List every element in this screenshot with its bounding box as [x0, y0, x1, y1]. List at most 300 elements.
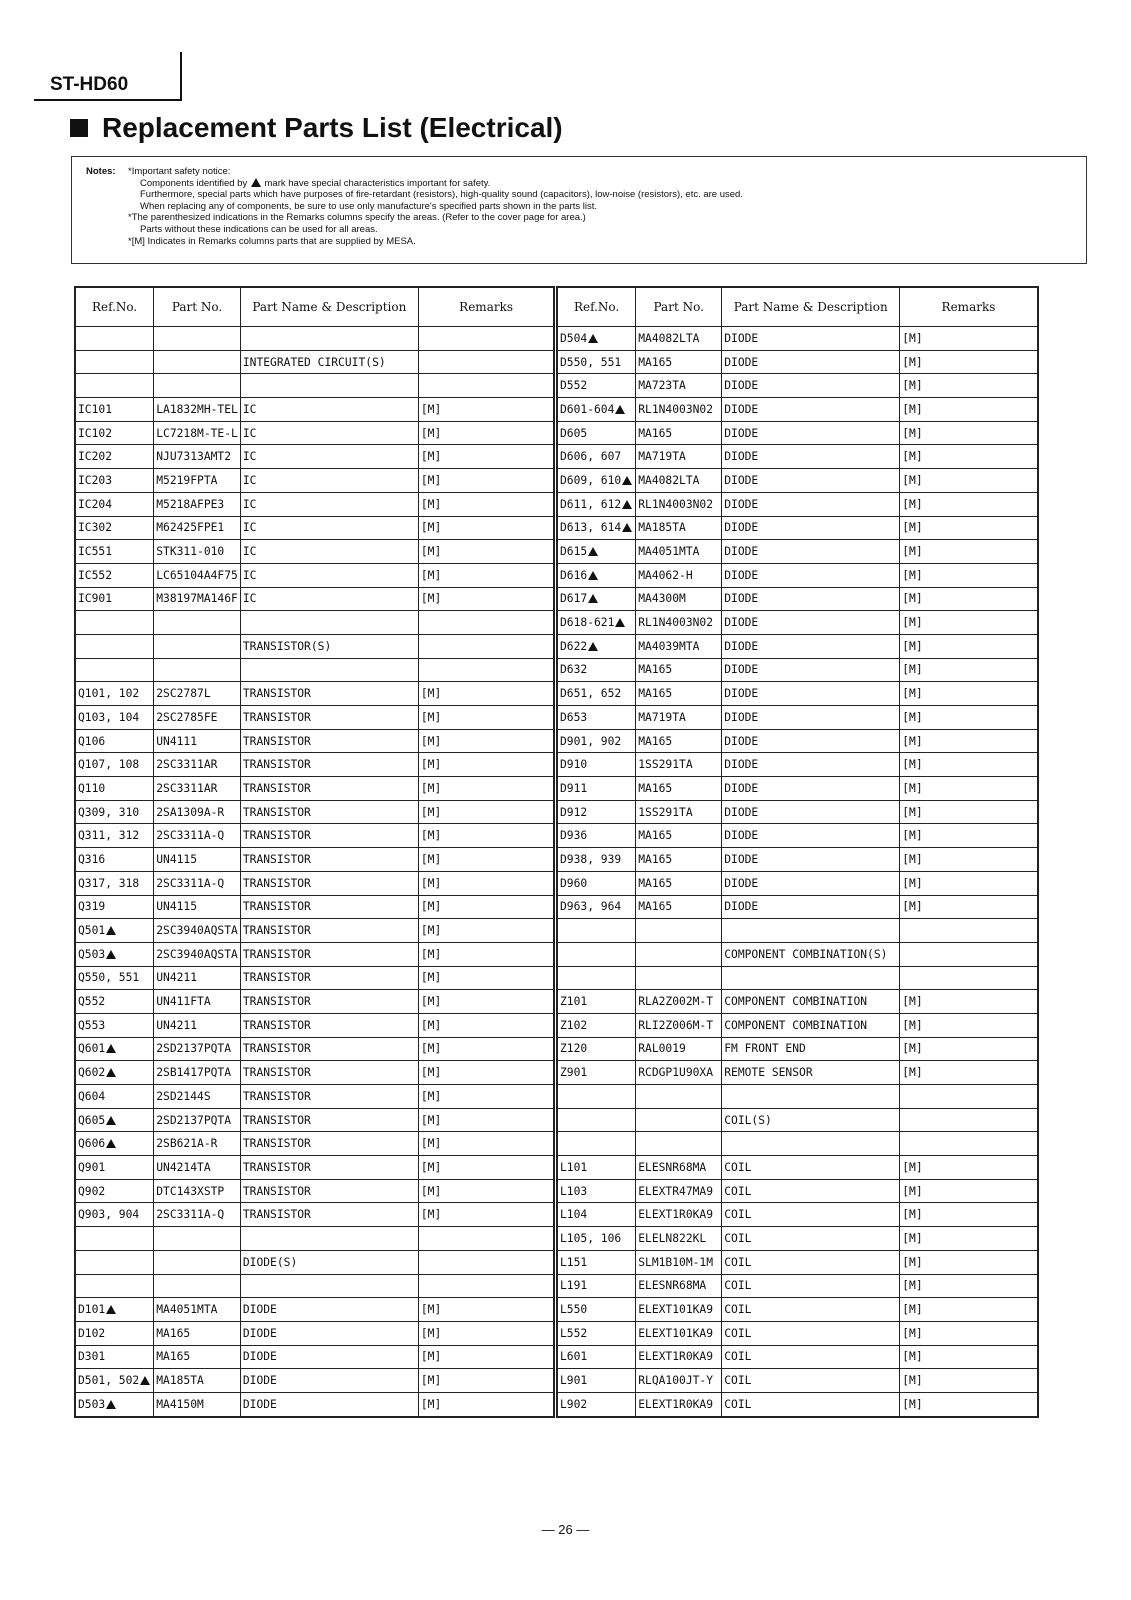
cell-ref-text: L105, 106 [560, 1231, 622, 1245]
cell-desc [722, 966, 900, 990]
cell-part-text: ELEXT1R0KA9 [638, 1350, 714, 1364]
cell-remarks [900, 871, 1038, 895]
cell-part [154, 1179, 241, 1203]
table-row [557, 895, 1038, 919]
cell-desc-text: COIL(S) [724, 1113, 772, 1127]
cell-part [636, 398, 722, 422]
cell-part-text: 2SD2137PQTA [156, 1042, 232, 1056]
cell-ref-text: Q107, 108 [78, 758, 140, 772]
cell-part-text: MA165 [638, 687, 673, 701]
cell-remarks [900, 1108, 1038, 1132]
cell-part-text: MA4082LTA [638, 331, 700, 345]
cell-remarks [900, 966, 1038, 990]
table-row [557, 753, 1038, 777]
cell-desc-text: DIODE [724, 900, 759, 914]
cell-ref-text: Q101, 102 [78, 687, 140, 701]
cell-ref-text: Q902 [78, 1184, 106, 1198]
cell-remarks-text: [M] [902, 1350, 923, 1364]
cell-part [636, 587, 722, 611]
cell-ref [75, 1274, 154, 1298]
cell-part-text: DTC143XSTP [156, 1184, 225, 1198]
cell-ref [557, 516, 636, 540]
cell-part [154, 563, 241, 587]
cell-part-text: 2SC3311AR [156, 781, 218, 795]
cell-desc [240, 587, 418, 611]
cell-ref [75, 1108, 154, 1132]
model-rule-horizontal [34, 99, 181, 101]
cell-part-text: 2SC3311A-Q [156, 829, 225, 843]
cell-part [154, 587, 241, 611]
cell-part-text: MA719TA [638, 710, 686, 724]
cell-desc-text: COIL [724, 1326, 752, 1340]
table-row [75, 611, 554, 635]
cell-desc [722, 587, 900, 611]
cell-desc [722, 1179, 900, 1203]
cell-desc [240, 516, 418, 540]
cell-desc [240, 1369, 418, 1393]
cell-desc-text: DIODE [242, 1326, 277, 1340]
table-row [557, 1392, 1038, 1416]
cell-part [154, 1108, 241, 1132]
cell-remarks [900, 706, 1038, 730]
cell-part-text: MA165 [638, 734, 673, 748]
cell-desc-text: DIODE [724, 710, 759, 724]
cell-ref [75, 469, 154, 493]
cell-ref-text: IC901 [78, 592, 113, 606]
safety-warning-icon [106, 1116, 116, 1125]
table-row [75, 1085, 554, 1109]
cell-desc-text: COMPONENT COMBINATION [724, 995, 868, 1009]
table-row [75, 398, 554, 422]
cell-remarks-text: [M] [902, 663, 923, 677]
cell-remarks [418, 1321, 554, 1345]
table-row [557, 1085, 1038, 1109]
cell-ref [75, 777, 154, 801]
cell-desc-text: TRANSISTOR [242, 971, 311, 985]
safety-warning-icon [588, 594, 598, 603]
cell-desc-text: COMPONENT COMBINATION [724, 1018, 868, 1032]
cell-part [636, 848, 722, 872]
cell-part [154, 682, 241, 706]
table-row [75, 1369, 554, 1393]
table-row [75, 848, 554, 872]
cell-remarks-text: [M] [420, 592, 442, 606]
cell-remarks-text: [M] [420, 568, 442, 582]
cell-desc [240, 658, 418, 682]
cell-remarks-text: [M] [420, 758, 442, 772]
cell-desc-text: COIL [724, 1397, 752, 1411]
cell-desc [240, 1203, 418, 1227]
cell-part [636, 1227, 722, 1251]
cell-desc [240, 611, 418, 635]
cell-part [636, 1274, 722, 1298]
cell-part [154, 990, 241, 1014]
table-row [557, 1013, 1038, 1037]
cell-ref-text: Q106 [78, 734, 106, 748]
cell-remarks-text: [M] [420, 1018, 442, 1032]
cell-part [154, 1132, 241, 1156]
cell-desc-text: DIODE [724, 355, 759, 369]
cell-remarks [900, 1369, 1038, 1393]
cell-desc-text: DIODE [724, 497, 759, 511]
cell-remarks-text: [M] [902, 402, 923, 416]
table-row [75, 753, 554, 777]
cell-desc-text: IC [242, 450, 257, 464]
safety-warning-icon [615, 618, 625, 627]
cell-desc-text: COIL [724, 1279, 752, 1293]
cell-ref-text: Q316 [78, 852, 106, 866]
cell-desc [240, 1321, 418, 1345]
table-row [557, 634, 1038, 658]
table-row [557, 824, 1038, 848]
notes-line: Parts without these indications can be used for all areas. [140, 223, 378, 235]
cell-part-text: RCDGP1U90XA [638, 1066, 714, 1080]
cell-ref-text: L104 [560, 1208, 588, 1222]
cell-remarks-text: [M] [420, 876, 442, 890]
cell-remarks-text: [M] [902, 1279, 923, 1293]
cell-ref [557, 1037, 636, 1061]
cell-desc-text: IC [242, 568, 257, 582]
cell-ref-text: L191 [560, 1279, 588, 1293]
cell-remarks-text: [M] [420, 1137, 442, 1151]
table-row [75, 634, 554, 658]
table-row [557, 990, 1038, 1014]
cell-desc-text: DIODE [724, 402, 759, 416]
cell-desc [722, 469, 900, 493]
table-row [75, 1061, 554, 1085]
cell-part-text: MA4051MTA [156, 1303, 218, 1317]
cell-desc-text: DIODE [724, 781, 759, 795]
table-row [75, 1298, 554, 1322]
cell-ref [75, 492, 154, 516]
cell-remarks [900, 800, 1038, 824]
cell-remarks [418, 611, 554, 635]
cell-remarks-text: [M] [420, 545, 442, 559]
cell-part-text: 2SC3940AQSTA [156, 947, 238, 961]
cell-part [154, 919, 241, 943]
cell-desc-text: DIODE [724, 473, 759, 487]
cell-desc [722, 895, 900, 919]
cell-desc-text: DIODE [724, 545, 759, 559]
cell-remarks [418, 682, 554, 706]
cell-remarks [418, 469, 554, 493]
cell-ref [557, 445, 636, 469]
cell-remarks-text: [M] [902, 805, 923, 819]
table-row [557, 871, 1038, 895]
cell-remarks [900, 895, 1038, 919]
cell-part [636, 1085, 722, 1109]
cell-ref [557, 492, 636, 516]
cell-desc-text: TRANSISTOR [242, 1184, 311, 1198]
cell-part-text: M5218AFPE3 [156, 497, 225, 511]
cell-desc-text: DIODE [724, 616, 759, 630]
cell-ref [557, 1203, 636, 1227]
cell-remarks [418, 421, 554, 445]
notes-line-part: mark have special characteristics important for safety. [264, 177, 491, 189]
cell-remarks-text: [M] [902, 1208, 923, 1222]
table-row [557, 1203, 1038, 1227]
cell-part-text: ELEXT1R0KA9 [638, 1397, 714, 1411]
cell-part-text: MA165 [638, 781, 673, 795]
cell-ref [75, 1369, 154, 1393]
cell-desc [240, 1274, 418, 1298]
cell-remarks [418, 587, 554, 611]
cell-desc-text: TRANSISTOR [242, 852, 311, 866]
cell-part [636, 966, 722, 990]
cell-desc-text: COIL [724, 1184, 752, 1198]
cell-desc [722, 1013, 900, 1037]
cell-remarks-text: [M] [420, 450, 442, 464]
cell-desc [240, 327, 418, 351]
cell-ref [75, 1227, 154, 1251]
table-row [75, 729, 554, 753]
cell-desc [722, 1392, 900, 1416]
cell-desc [722, 492, 900, 516]
cell-desc [240, 492, 418, 516]
cell-remarks [418, 1037, 554, 1061]
cell-part [154, 327, 241, 351]
cell-part-text: ELEXT1R0KA9 [638, 1208, 714, 1222]
cell-ref [75, 895, 154, 919]
cell-part [154, 1298, 241, 1322]
cell-remarks-text: [M] [420, 781, 442, 795]
cell-part [154, 1392, 241, 1416]
cell-part [154, 1227, 241, 1251]
cell-part [154, 777, 241, 801]
table-row [557, 1132, 1038, 1156]
cell-part [636, 729, 722, 753]
cell-desc-text: IC [242, 545, 257, 559]
cell-desc-text: TRANSISTOR [242, 876, 311, 890]
cell-part-text: ELELN822KL [638, 1231, 707, 1245]
table-row [75, 469, 554, 493]
cell-remarks-text: [M] [902, 1397, 923, 1411]
cell-remarks [418, 706, 554, 730]
cell-ref-text: D963, 964 [560, 900, 622, 914]
cell-ref [557, 753, 636, 777]
table-row [75, 682, 554, 706]
cell-ref-text: D609, 610 [560, 473, 622, 487]
cell-remarks-text: [M] [902, 1255, 923, 1269]
cell-ref [557, 777, 636, 801]
cell-desc-text: TRANSISTOR [242, 758, 311, 772]
cell-ref-text: L601 [560, 1350, 588, 1364]
cell-desc-text: TRANSISTOR [242, 781, 311, 795]
cell-part [154, 445, 241, 469]
cell-desc-text: IC [242, 592, 257, 606]
cell-part [154, 350, 241, 374]
cell-ref-text: D653 [560, 710, 588, 724]
cell-desc-text: DIODE [724, 876, 759, 890]
cell-part [154, 658, 241, 682]
cell-ref-text: L151 [560, 1255, 588, 1269]
table-row [557, 1321, 1038, 1345]
cell-ref-text: L552 [560, 1326, 588, 1340]
cell-part [636, 374, 722, 398]
cell-remarks [900, 540, 1038, 564]
cell-ref [75, 824, 154, 848]
cell-remarks-text: [M] [420, 734, 442, 748]
cell-remarks [900, 942, 1038, 966]
cell-ref-text: D606, 607 [560, 450, 622, 464]
cell-part [636, 469, 722, 493]
cell-remarks-text: [M] [902, 829, 923, 843]
cell-remarks-text: [M] [420, 805, 442, 819]
cell-desc [722, 753, 900, 777]
cell-ref [75, 800, 154, 824]
safety-warning-icon [106, 1305, 116, 1314]
cell-ref [75, 398, 154, 422]
cell-desc [240, 753, 418, 777]
cell-remarks-text: [M] [420, 1208, 442, 1222]
cell-desc-text: TRANSISTOR [242, 829, 311, 843]
cell-ref [557, 1179, 636, 1203]
cell-ref [557, 611, 636, 635]
cell-part [636, 1013, 722, 1037]
cell-ref [75, 445, 154, 469]
cell-remarks [418, 563, 554, 587]
cell-desc [722, 729, 900, 753]
notes-row [86, 166, 1086, 178]
cell-part [154, 1085, 241, 1109]
cell-desc [722, 942, 900, 966]
table-row [75, 1037, 554, 1061]
table-row [557, 777, 1038, 801]
cell-ref-text: Q317, 318 [78, 876, 140, 890]
cell-ref-text: Z901 [560, 1066, 588, 1080]
cell-desc-text: DIODE [724, 592, 759, 606]
cell-ref-text: Q605 [78, 1113, 106, 1127]
safety-warning-icon [106, 926, 116, 935]
cell-part-text: UN4211 [156, 971, 198, 985]
cell-part-text: MA185TA [638, 521, 686, 535]
cell-remarks-text: [M] [902, 497, 923, 511]
cell-ref [75, 706, 154, 730]
cell-desc-text: DIODE [724, 331, 759, 345]
table-row [557, 942, 1038, 966]
cell-remarks [900, 1156, 1038, 1180]
cell-ref-text: D938, 939 [560, 852, 622, 866]
safety-warning-icon [106, 950, 116, 959]
cell-remarks-text: [M] [420, 995, 442, 1009]
cell-remarks [900, 1179, 1038, 1203]
cell-desc [722, 374, 900, 398]
table-row [75, 563, 554, 587]
cell-part [636, 1108, 722, 1132]
cell-desc-text: TRANSISTOR [242, 1113, 311, 1127]
cell-part-text: LC65104A4F75 [156, 568, 238, 582]
cell-remarks [900, 445, 1038, 469]
cell-desc [722, 516, 900, 540]
cell-remarks [418, 753, 554, 777]
cell-desc [240, 1179, 418, 1203]
cell-desc [722, 1227, 900, 1251]
cell-part [636, 1132, 722, 1156]
cell-desc [722, 611, 900, 635]
cell-desc-text: IC [242, 521, 257, 535]
cell-remarks [900, 848, 1038, 872]
cell-remarks [418, 800, 554, 824]
cell-remarks-text: [M] [902, 568, 923, 582]
cell-part-text: UN4214TA [156, 1160, 211, 1174]
cell-desc [722, 1108, 900, 1132]
cell-remarks [900, 824, 1038, 848]
cell-ref [75, 1392, 154, 1416]
cell-remarks [418, 658, 554, 682]
cell-desc-text: TRANSISTOR [242, 710, 311, 724]
cell-remarks-text: [M] [902, 473, 923, 487]
cell-remarks-text: [M] [902, 639, 923, 653]
cell-part-text: MA4300M [638, 592, 686, 606]
cell-ref-text: D613, 614 [560, 521, 622, 535]
col-header-remarks: Remarks [900, 287, 1038, 327]
cell-ref-text: D501, 502 [78, 1374, 140, 1388]
cell-remarks-text: [M] [902, 450, 923, 464]
cell-remarks-text: [M] [420, 1350, 442, 1364]
cell-ref-text: IC551 [78, 545, 113, 559]
table-row [75, 374, 554, 398]
cell-ref [75, 1203, 154, 1227]
cell-desc [722, 563, 900, 587]
cell-ref [75, 753, 154, 777]
parts-table-left [74, 286, 555, 1418]
cell-part [154, 1321, 241, 1345]
cell-part-text: 2SB1417PQTA [156, 1066, 232, 1080]
cell-desc [240, 942, 418, 966]
table-row [75, 1345, 554, 1369]
cell-desc [722, 1345, 900, 1369]
cell-ref-text: Q606 [78, 1137, 106, 1151]
cell-desc-text: COIL [724, 1374, 752, 1388]
table-row [557, 1179, 1038, 1203]
cell-part [636, 1250, 722, 1274]
cell-part-text: MA165 [638, 426, 673, 440]
cell-desc [240, 350, 418, 374]
cell-remarks-text: [M] [420, 710, 442, 724]
cell-desc-text: COIL [724, 1350, 752, 1364]
cell-ref [75, 1132, 154, 1156]
cell-remarks-text: [M] [420, 900, 442, 914]
notes-line-part: Components identified by [140, 177, 248, 189]
cell-remarks-text: [M] [420, 1089, 442, 1103]
cell-part-text: 2SD2144S [156, 1089, 211, 1103]
cell-remarks [418, 1345, 554, 1369]
cell-ref [557, 421, 636, 445]
cell-ref-text: IC101 [78, 402, 113, 416]
cell-ref-text: D101 [78, 1303, 106, 1317]
cell-ref-text: Q604 [78, 1089, 106, 1103]
cell-desc-text: TRANSISTOR [242, 1208, 311, 1222]
cell-part-text: 2SA1309A-R [156, 805, 225, 819]
cell-part [154, 469, 241, 493]
cell-remarks-text: [M] [902, 521, 923, 535]
cell-part-text: ELESNR68MA [638, 1160, 707, 1174]
cell-part-text: ELESNR68MA [638, 1279, 707, 1293]
cell-ref-text: L101 [560, 1160, 588, 1174]
cell-remarks-text: [M] [902, 1018, 923, 1032]
cell-desc [722, 1369, 900, 1393]
cell-part-text: MA4150M [156, 1397, 204, 1411]
cell-remarks-text: [M] [902, 616, 923, 630]
cell-part [154, 1013, 241, 1037]
cell-part [636, 1179, 722, 1203]
cell-desc-text: DIODE [724, 639, 759, 653]
table-row [75, 706, 554, 730]
cell-remarks [900, 374, 1038, 398]
cell-remarks [418, 1108, 554, 1132]
cell-desc-text: TRANSISTOR(S) [242, 639, 332, 653]
cell-desc [240, 469, 418, 493]
